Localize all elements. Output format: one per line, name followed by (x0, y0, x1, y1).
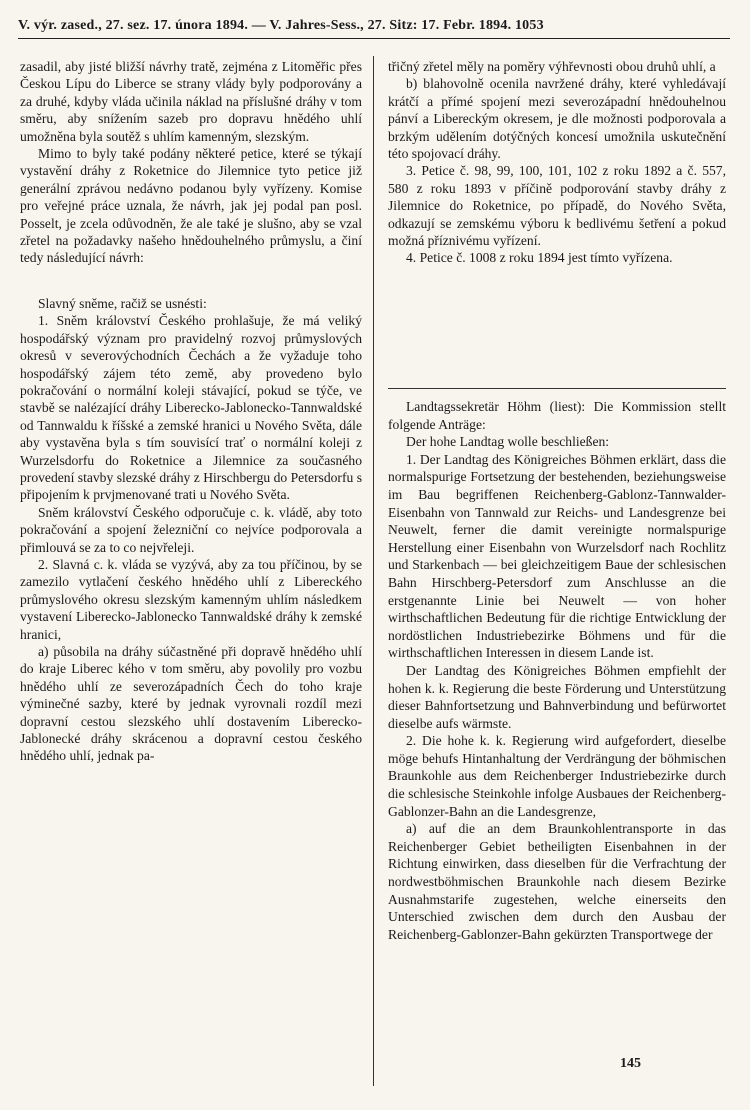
motion-point-2a: a) působila na dráhy súčastněné při dopravě hnědého uhlí do kraje Liberec kého v tom směru, aby povolily pro vozbu hnědého uhlí ze severozápadních Čech do toho kraje výminečné sazby, které by jednak vyrovnali rozdíl mezi dopravní cestou slezského uhlí dostavením Liberecko-Jablonecké dráhy skrácenou a dopravní cestou českého hnědého uhlí, jednak pa- (20, 644, 362, 764)
german-point-1: 1. Der Landtag des Königreiches Böhmen erklärt, dass die normalspurige Fortsetzung der bestehenden, beziehungsweise im Bau begriffenen Reichenberg-Gablonz-Tannwalder-Eisenbahn von Tannwald zur Reichs- und Landesgrenze bei Neuwelt, ferner die damit vereinigte normalspurige Herstellung einer Eisenbahn von Wurzelsdorf nach Rochlitz und Starkenbach — bei gleichzeitigem Baue der schlesischen Bahn Hirschberg-Petersdorf zum Anschlusse an die erstgenannte Linie bei Neuwelt — von hoher wirthschaftlichen Bedeutung für die richtige Entwicklung der nordöstlichen Industriebezirke Böhmens und für die wirthschaftlichen Interessen in diesem Lande ist. (388, 451, 726, 661)
right-paragraph-3: 3. Petice č. 98, 99, 100, 101, 102 z roku 1892 a č. 557, 580 z roku 1893 v příčině podporování stavby dráhy z Jilemnice do Roketnice, po případě, do Nového Světa, odkazují se zemskému výboru k bedlivému šetření a pokud možná příznivému vyřízení. (388, 163, 726, 249)
column-divider (373, 56, 374, 1086)
right-paragraph-1: třičný zřetel měly na poměry výhřevnosti obou druhů uhlí, a (388, 59, 716, 74)
left-paragraph-1: zasadil, aby jisté bližší návrhy tratě, zejména z Litoměřic přes Českou Lípu do Liberce se strany vlády byly podporovány a za druhé, kdyby vláda učinila náklad na příslušné dráhy v tom směru, aby snížením sazeb pro dopravu hnědého uhlí umožněna byla soutěž s uhlím kamenným, slezským. (20, 59, 362, 144)
german-point-2a: a) auf die an dem Braunkohlentransporte in das Reichenberger Gebiet betheiligten Eisenbahnen in der Richtung einwirken, dass dieselben für die Verfrachtung der nordwestböhmischen Braunkohle nach diesem Bezirke Ausnahmstarife zugestehen, welche einerseits den Unterschied zwischen dem durch den Ausbau der Reichenberg-Gablonzer-Bahn gekürzten Transportwege der (388, 821, 726, 942)
right-paragraph-4: 4. Petice č. 1008 z roku 1894 jest tímto vyřízena. (406, 250, 673, 266)
german-intro: Landtagssekretär Höhm (liest): Die Kommission stellt folgende Anträge: (388, 399, 726, 432)
section-rule (388, 388, 726, 389)
german-resolve: Der hohe Landtag wolle beschließen: (406, 434, 610, 450)
left-column (20, 58, 362, 765)
german-recommendation: Der Landtag des Königreiches Böhmen empfiehlt der hohen k. k. Regierung die beste Förderung und Unterstützung dieser Bahnfortsetzung und Bahnverbindung und befürwortet dieselbe aufs wärmste. (388, 662, 726, 731)
right-paragraph-2b: b) blahovolně ocenila navržené dráhy, které vyhledávají krátčí a přímé spojení mezi severozápadní hnědouhelnou pánví a Libereckým okresem, je dle možnosti podporovala a brzkým udělením dotýčných koncesí umožnila uskutečnění této spojovací dráhy. (388, 76, 726, 162)
motion-point-2: 2. Slavná c. k. vláda se vyzývá, aby za tou příčinou, by se zamezilo vytlačení českého hnědého uhlí z Libereckého průmyslového okresu slezským kamenným uhlím následkem vystavení Liberecko-Jablonecko Tannwaldské dráhy k zemské hranici, (20, 556, 362, 642)
right-column (388, 58, 726, 267)
page-header (18, 18, 730, 39)
motion-recommendation: Sněm království Českého odporučuje c. k. vládě, aby toto pokračování a spojení železniční co nejvíce podporovala a přimlouvá se za to co nejvřeleji. (20, 504, 362, 555)
header-text: V. výr. zased., 27. sez. 17. února 1894. — V. Jahres-Sess., 27. Sitz: 17. Febr. 1894. 1053 (18, 18, 544, 33)
german-section (388, 398, 726, 943)
german-point-2: 2. Die hohe k. k. Regierung wird aufgefordert, dieselbe möge behufs Hintanhaltung der Verdrängung der böhmischen Braunkohle aus dem Reichenberger Industriebezirke durch die schlesische Steinkohle infolge Ausbaues der Reichenberg-Gablonzer-Bahn an die Landesgrenze, (388, 733, 726, 819)
page-number: 145 (620, 1056, 641, 1071)
left-paragraph-2: Mimo to byly také podány některé petice, které se týkají vystavění dráhy z Roketnice do Jilemnice tyto petice již generální zprávou nedávno podanou byly vyřízeny. Komise pro veřejné práce uznala, že návrh, jak jej podal pan posl. Posselt, je zcela odůvodněn, že ale také je slušno, aby se vzal zřetel na požadavky našeho hnědouhelného průmyslu, a činí tedy následující návrh: (20, 146, 362, 266)
motion-intro: Slavný sněme, račiž se usnésti: (38, 295, 207, 311)
motion-point-1: 1. Sněm království Českého prohlašuje, že má veliký hospodářský význam pro pravidelný rozvoj průmyslových okresů v severovýchodních Čechách a že vyžaduje toho hospodářský zájem této země, aby provedeno bylo pokračování o normální koleji stávající, pokud se týče, ve stavbě se nalézající dráhy Liberecko-Jablonecko-Tannwaldské od Tannwaldu k říšské a zemské hranici u Nového Světa, dále aby vystavěna byla s tím souvisící trať o normální koleji z Wurzelsdorfu do Roketnice a Jilemnice za současného provedení stavby slezské dráhy z Hirschbergu do Petersdorfu s připojením k prvjmenované trati u Nového Světa. (20, 313, 362, 503)
